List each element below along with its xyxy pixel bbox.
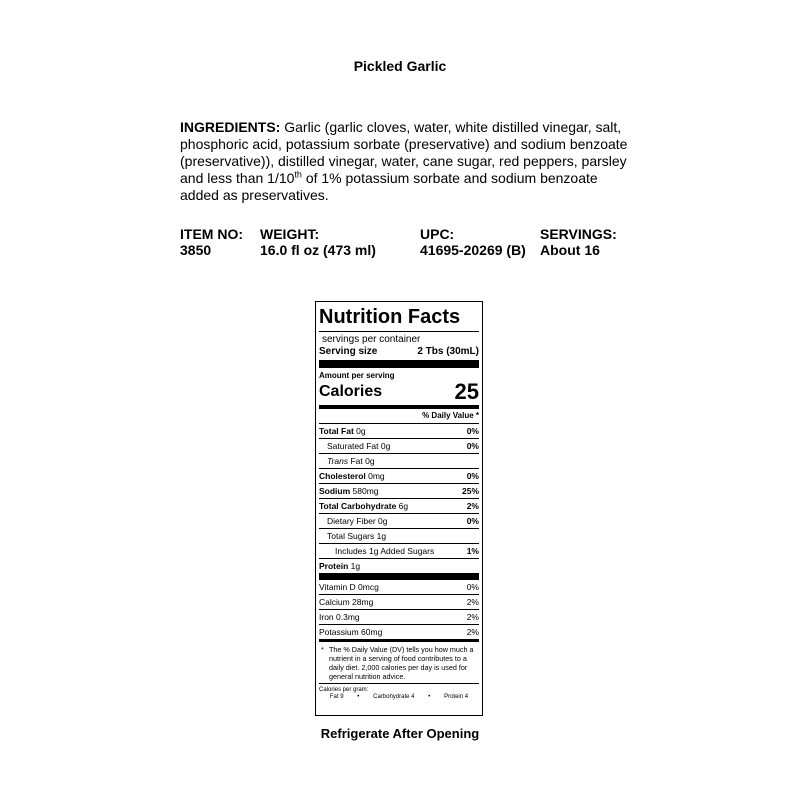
total-carbohydrate-row bbox=[319, 498, 479, 513]
protein-label: Protein bbox=[319, 561, 349, 571]
sodium-pct: 25% bbox=[461, 486, 479, 496]
product-title: Pickled Garlic bbox=[353, 58, 447, 74]
calories-label: Calories bbox=[319, 383, 383, 400]
item-number-value: 3850 bbox=[180, 242, 212, 258]
total-sugars-row bbox=[319, 528, 479, 543]
serving-size-value: 2 Tbs (30mL) bbox=[417, 346, 479, 357]
nutrition-facts-panel bbox=[315, 301, 483, 716]
vitamin-d-pct: 0% bbox=[466, 582, 479, 592]
total-fat-row bbox=[319, 423, 479, 438]
protein-row bbox=[319, 558, 479, 573]
trans-fat-label: Fat 0g bbox=[348, 456, 375, 466]
calcium-label: Calcium 28mg bbox=[319, 597, 374, 607]
sodium-label: Sodium bbox=[319, 486, 351, 496]
ingredients-block bbox=[180, 119, 640, 204]
iron-pct: 2% bbox=[466, 612, 479, 622]
upc-value: 41695-20269 (B) bbox=[420, 242, 526, 258]
ingredients-superscript: th bbox=[294, 169, 302, 180]
calories-row bbox=[319, 381, 479, 403]
cpg-fat: Fat 9 bbox=[329, 694, 344, 700]
ingredients-text-end: of 1% potassium sorbate and sodium benzoate added as preservatives. bbox=[180, 170, 598, 203]
ingredients-text: Garlic (garlic cloves, water, white distilled vinegar, salt, phosphoric acid, potassium sorbate (preservative) and sodium benzoate (preservative)), distilled vinegar, water, cane sugar, red peppers, parsley and less than 1/10 bbox=[180, 119, 628, 186]
thick-divider bbox=[319, 573, 479, 580]
weight bbox=[260, 226, 376, 258]
dietary-fiber-row bbox=[319, 513, 479, 528]
potassium-pct: 2% bbox=[466, 627, 479, 637]
potassium-label: Potassium 60mg bbox=[319, 627, 383, 637]
weight-value: 16.0 fl oz (473 ml) bbox=[260, 242, 376, 258]
total-sugars-label: Total Sugars 1g bbox=[327, 531, 387, 541]
daily-value-header: % Daily Value * bbox=[422, 411, 479, 420]
potassium-row bbox=[319, 624, 479, 639]
iron-row bbox=[319, 609, 479, 624]
calories-per-gram bbox=[319, 683, 479, 701]
ingredients-label: INGREDIENTS: bbox=[180, 119, 281, 135]
total-carbohydrate-label: Total Carbohydrate bbox=[319, 501, 397, 511]
divider bbox=[319, 331, 479, 332]
cholesterol-label: Cholesterol bbox=[319, 471, 366, 481]
total-fat-amount: 0g bbox=[353, 426, 366, 436]
iron-label: Iron 0.3mg bbox=[319, 612, 360, 622]
trans-fat-row bbox=[319, 453, 479, 468]
saturated-fat-row bbox=[319, 438, 479, 453]
cholesterol-amount: 0mg bbox=[365, 471, 385, 481]
dietary-fiber-label: Dietary Fiber 0g bbox=[327, 516, 388, 526]
storage-instruction: Refrigerate After Opening bbox=[320, 726, 480, 741]
cholesterol-row bbox=[319, 468, 479, 483]
calcium-row bbox=[319, 594, 479, 609]
servings-value: About 16 bbox=[540, 242, 600, 258]
item-number-label: ITEM NO: bbox=[180, 226, 243, 242]
bullet: • bbox=[357, 694, 360, 700]
vitamin-d-label: Vitamin D 0mcg bbox=[319, 582, 379, 592]
servings bbox=[540, 226, 617, 258]
calories-value: 25 bbox=[454, 379, 479, 404]
upc-label: UPC: bbox=[420, 226, 455, 242]
calories-per-gram-label: Calories per gram: bbox=[319, 687, 369, 693]
weight-label: WEIGHT: bbox=[260, 226, 320, 242]
servings-label: SERVINGS: bbox=[540, 226, 617, 242]
footnote-asterisk: * bbox=[321, 645, 324, 654]
cholesterol-pct: 0% bbox=[466, 471, 479, 481]
calories-per-gram-values bbox=[319, 694, 479, 701]
trans-fat-italic: Trans bbox=[327, 456, 349, 466]
item-number bbox=[180, 226, 243, 258]
serving-size-row bbox=[319, 346, 479, 358]
servings-per-container: servings per container bbox=[322, 334, 421, 345]
dietary-fiber-pct: 0% bbox=[466, 516, 479, 526]
sodium-amount: 580mg bbox=[350, 486, 379, 496]
vitamin-d-row bbox=[319, 580, 479, 594]
total-carbohydrate-amount: 6g bbox=[396, 501, 409, 511]
serving-size-label: Serving size bbox=[319, 346, 378, 357]
nutrition-facts-title: Nutrition Facts bbox=[319, 306, 461, 328]
daily-value-footnote bbox=[319, 639, 479, 683]
cpg-protein: Protein 4 bbox=[444, 694, 469, 700]
saturated-fat-label: Saturated Fat 0g bbox=[327, 441, 391, 451]
added-sugars-pct: 1% bbox=[466, 546, 479, 556]
thick-divider bbox=[319, 360, 479, 368]
calcium-pct: 2% bbox=[466, 597, 479, 607]
footnote-text: The % Daily Value (DV) tells you how much a nutrient in a serving of food contributes to a daily diet. 2,000 calories per day is used for general nutrition advice. bbox=[329, 645, 474, 681]
added-sugars-row bbox=[319, 543, 479, 558]
saturated-fat-pct: 0% bbox=[466, 441, 479, 451]
total-fat-pct: 0% bbox=[466, 426, 479, 436]
added-sugars-label: Includes 1g Added Sugars bbox=[335, 546, 435, 556]
amount-per-serving: Amount per serving bbox=[319, 371, 395, 380]
total-fat-label: Total Fat bbox=[319, 426, 354, 436]
sodium-row bbox=[319, 483, 479, 498]
upc bbox=[420, 226, 526, 258]
total-carbohydrate-pct: 2% bbox=[466, 501, 479, 511]
protein-amount: 1g bbox=[348, 561, 361, 571]
cpg-carbohydrate: Carbohydrate 4 bbox=[373, 694, 415, 700]
bullet: • bbox=[428, 694, 431, 700]
